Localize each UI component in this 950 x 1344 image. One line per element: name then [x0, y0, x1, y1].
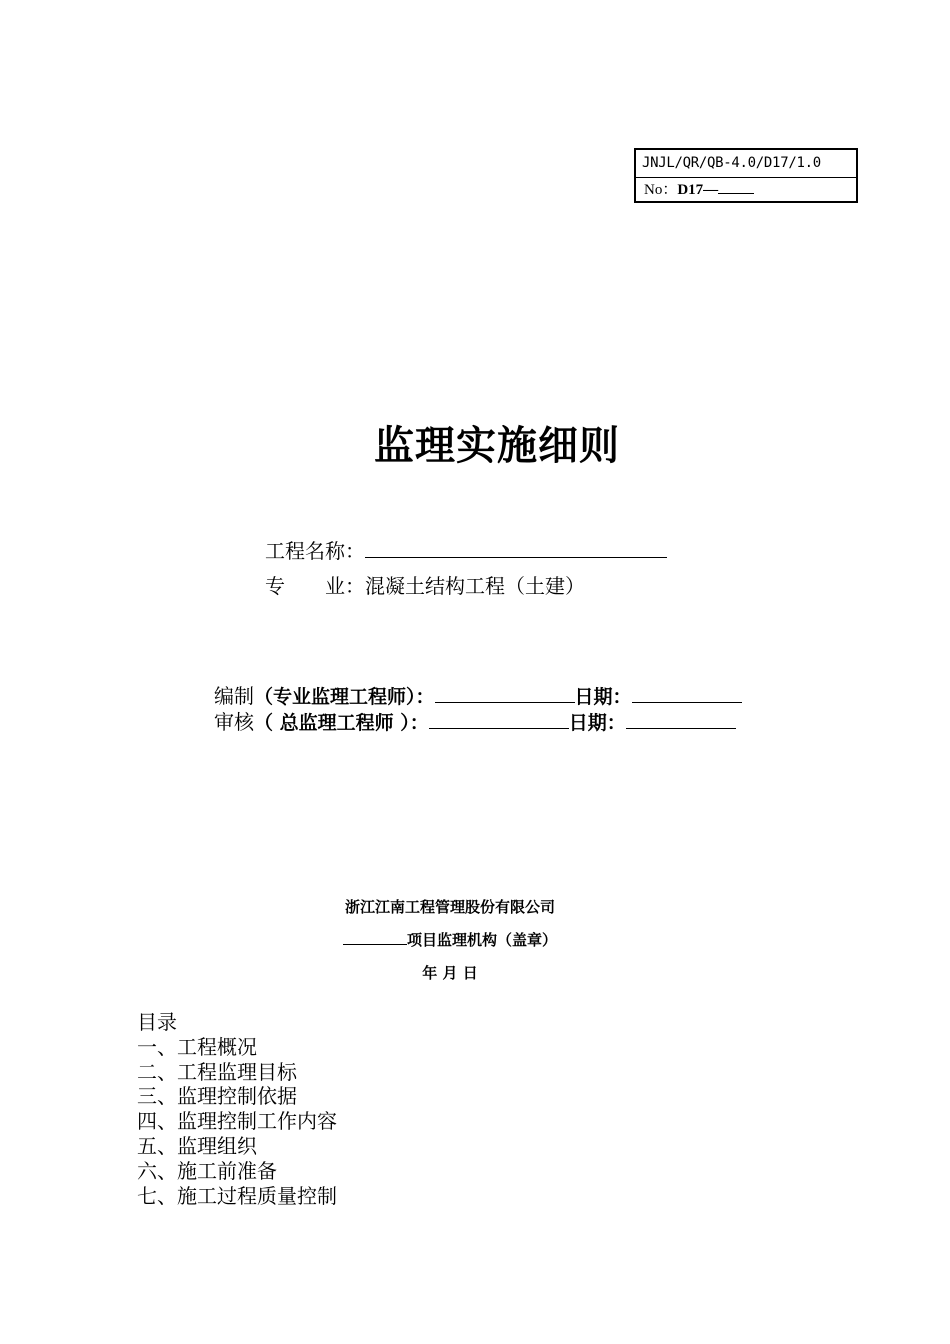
- project-org-blank: [343, 930, 407, 945]
- review-role: （ 总监理工程师 ）：: [254, 712, 429, 734]
- compile-date-label: 日期：: [574, 686, 632, 708]
- review-signature-blank: [429, 708, 569, 729]
- toc-item: 一、工程概况: [137, 1034, 257, 1059]
- project-name-label: 工程名称：: [265, 539, 365, 563]
- specialty-value: 混凝土结构工程（土建）: [365, 574, 585, 598]
- company-name: 浙江江南工程管理股份有限公司: [344, 898, 555, 916]
- toc-item: 三、监理控制依据: [137, 1084, 297, 1109]
- table-of-contents: [137, 1010, 337, 1208]
- project-name-line: [265, 537, 667, 564]
- compile-signature-line: [214, 682, 742, 710]
- toc-item: 六、施工前准备: [137, 1158, 277, 1183]
- toc-item: 七、施工过程质量控制: [137, 1183, 337, 1208]
- toc-item: 二、工程监理目标: [137, 1059, 297, 1084]
- project-org-label: 项目监理机构（盖章）: [406, 931, 557, 949]
- review-signature-line: [214, 708, 736, 736]
- document-code-box: [634, 148, 858, 203]
- compile-signature-blank: [435, 682, 575, 703]
- toc-heading: 目录: [137, 1010, 177, 1034]
- document-title: 监理实施细则: [374, 423, 620, 469]
- compile-date-blank: [632, 682, 742, 703]
- number-value: D17—: [677, 182, 719, 198]
- toc-item: 五、监理组织: [137, 1133, 257, 1158]
- compile-prefix: 编制: [214, 684, 254, 708]
- number-blank: [718, 179, 754, 194]
- project-org-line: [0, 929, 900, 950]
- specialty-label: 专 业：: [265, 574, 365, 598]
- compile-role: （专业监理工程师）：: [254, 686, 435, 708]
- project-name-blank: [365, 537, 667, 558]
- document-number: [636, 178, 856, 203]
- specialty-line: [265, 573, 585, 599]
- number-label: No：: [644, 182, 678, 198]
- document-code: JNJL/QR/QB-4.0/D17/1.0: [636, 150, 856, 178]
- review-date-label: 日期：: [568, 712, 626, 734]
- review-prefix: 审核: [214, 710, 254, 734]
- seal-date-line: 年 月 日: [422, 964, 478, 982]
- toc-item: 四、监理控制工作内容: [137, 1109, 337, 1134]
- review-date-blank: [626, 708, 736, 729]
